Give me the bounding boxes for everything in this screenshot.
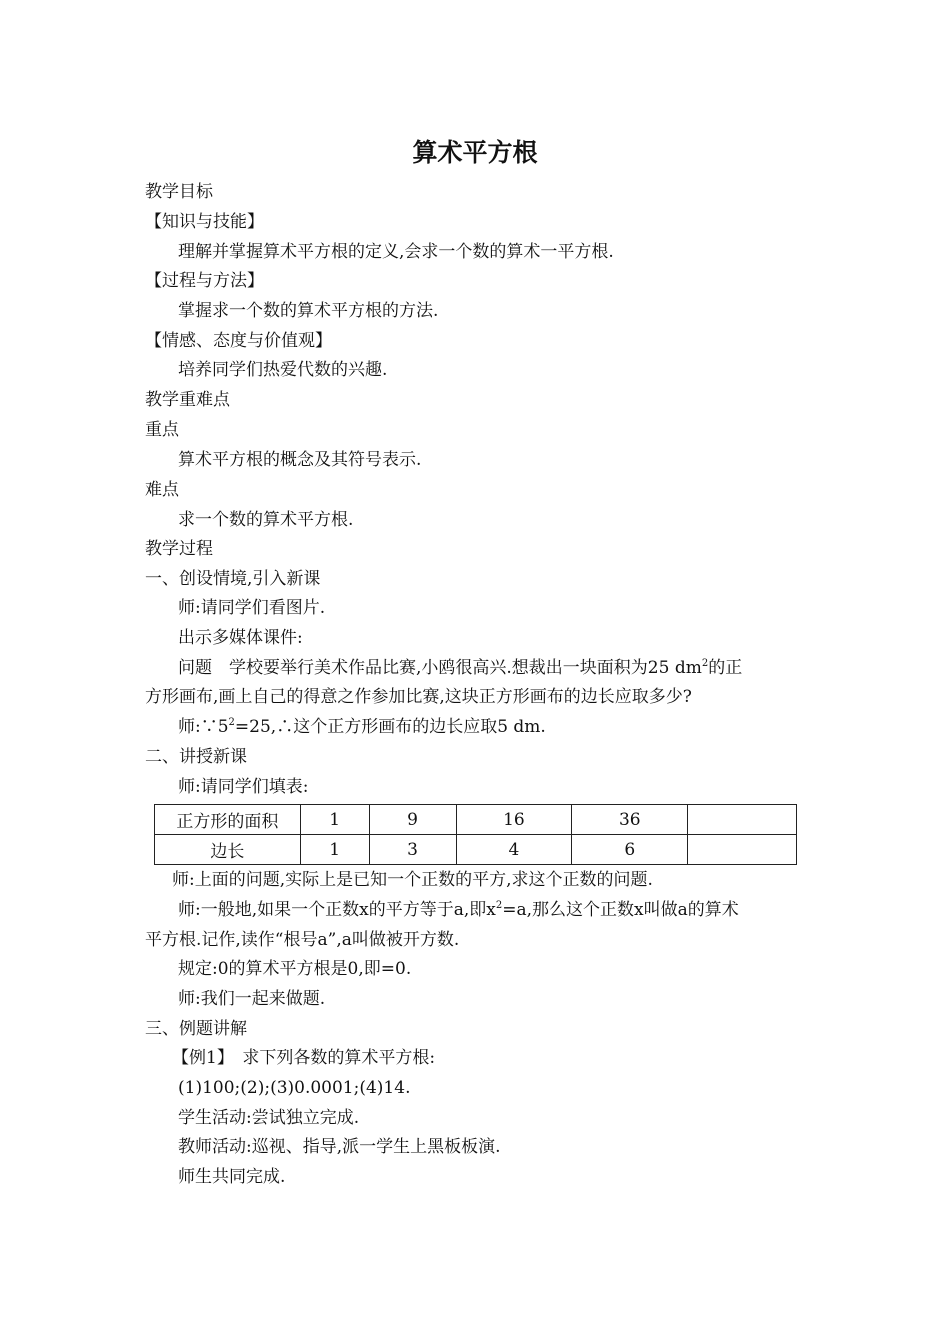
paragraph: 师:请同学们看图片. [178, 598, 326, 618]
paragraph: 师:一般地,如果一个正数x的平方等于a,即$x^2=a$,那么这个正数x叫做a的算术 [178, 900, 739, 920]
table-cell [688, 805, 797, 835]
table-cell: 4 [456, 835, 572, 865]
paragraph: 平方根.记作,读作“根号a”,a叫做被开方数. [145, 930, 460, 950]
paragraph: 规定:0的算术平方根是0,即=0. [178, 959, 412, 979]
table-row [155, 835, 797, 865]
paragraph: 算术平方根的概念及其符号表示. [178, 450, 422, 470]
paragraph: 师:上面的问题,实际上是已知一个正数的平方,求这个正数的问题. [172, 870, 653, 890]
paragraph: 理解并掌握算术平方根的定义,会求一个数的算术一平方根. [178, 242, 614, 262]
document-title: 算术平方根 [412, 138, 538, 167]
paragraph: 出示多媒体课件: [178, 628, 303, 648]
subsection-heading: 【知识与技能】 [145, 212, 264, 232]
subsection-heading: 重点 [145, 420, 179, 440]
paragraph: 师生共同完成. [178, 1167, 286, 1187]
subsection-heading: 【情感、态度与价值观】 [145, 331, 332, 351]
table-cell: 1 [300, 805, 369, 835]
fill-in-table [154, 804, 797, 865]
section-heading: 教学过程 [145, 539, 213, 559]
table-row-header: 正方形的面积 [155, 805, 301, 835]
subsection-heading: 一、创设情境,引入新课 [145, 569, 321, 589]
table-row [155, 805, 797, 835]
section-heading: 教学重难点 [145, 390, 230, 410]
table-cell [688, 835, 797, 865]
section-heading: 三、例题讲解 [145, 1019, 247, 1039]
paragraph: 培养同学们热爱代数的兴趣. [178, 360, 388, 380]
paragraph: 掌握求一个数的算术平方根的方法. [178, 301, 439, 321]
subsection-heading: 难点 [145, 480, 179, 500]
paragraph: (1)100;(2);(3)0.0001;(4)14. [178, 1078, 411, 1098]
table-row-header: 边长 [155, 835, 301, 865]
section-heading: 二、讲授新课 [145, 747, 247, 767]
paragraph: 求一个数的算术平方根. [178, 510, 354, 530]
table-cell: 3 [369, 835, 456, 865]
paragraph: 方形画布,画上自己的得意之作参加比赛,这块正方形画布的边长应取多少? [145, 687, 692, 707]
example-heading: 【例1】 求下列各数的算术平方根: [172, 1048, 436, 1068]
paragraph: 问题 学校要举行美术作品比赛,小鸥很高兴.想裁出一块面积为25 $dm^2$的正 [178, 658, 743, 678]
table-cell: 6 [572, 835, 688, 865]
paragraph: 师$:\because 5^2=25,\therefore$这个正方形画布的边长应取5 dm. [178, 717, 546, 737]
table-cell: 1 [300, 835, 369, 865]
paragraph: 师:我们一起来做题. [178, 989, 326, 1009]
paragraph: 学生活动:尝试独立完成. [178, 1108, 360, 1128]
subsection-heading: 【过程与方法】 [145, 271, 264, 291]
section-heading: 教学目标 [145, 182, 213, 202]
table-cell: 16 [456, 805, 572, 835]
paragraph: 师:请同学们填表: [178, 777, 309, 797]
table-cell: 36 [572, 805, 688, 835]
table-cell: 9 [369, 805, 456, 835]
paragraph: 教师活动:巡视、指导,派一学生上黑板板演. [178, 1137, 501, 1157]
